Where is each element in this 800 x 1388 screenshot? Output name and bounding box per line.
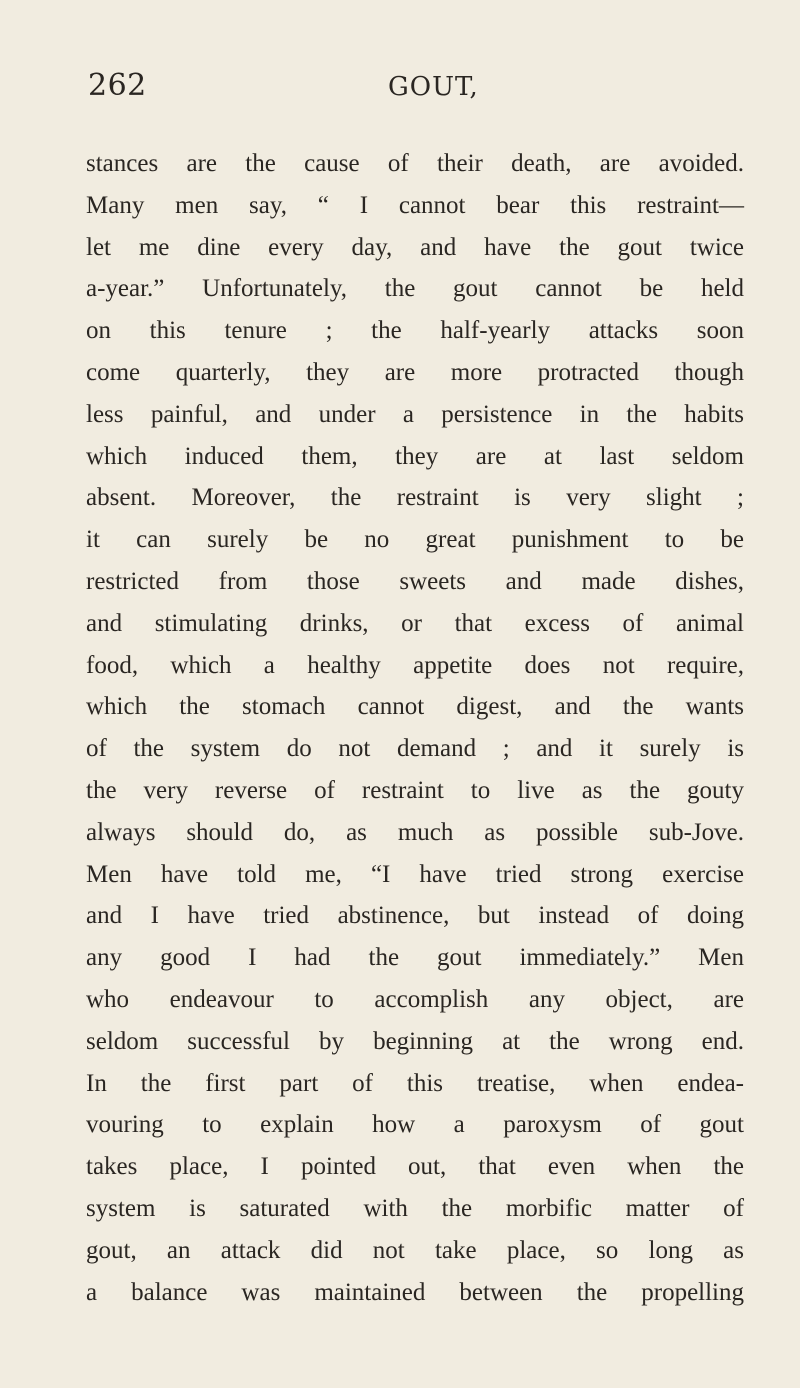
text-line: a balance was maintained between the propelling: [86, 1278, 744, 1306]
text-line: the very reverse of restraint to live as the gouty: [86, 776, 744, 804]
text-line: of the system do not demand ; and it surely is: [86, 735, 744, 763]
text-line: which the stomach cannot digest, and the wants: [86, 693, 744, 721]
text-line: food, which a healthy appetite does not require,: [86, 651, 744, 679]
text-line: which induced them, they are at last seldom: [86, 442, 744, 470]
text-line: system is saturated with the morbific matter of: [86, 1194, 744, 1222]
text-line: absent. Moreover, the restraint is very slight ;: [86, 484, 744, 512]
text-line: less painful, and under a persistence in the habits: [86, 400, 744, 428]
running-head: GOUT,: [388, 72, 479, 102]
text-line: vouring to explain how a paroxysm of gout: [86, 1111, 744, 1139]
text-line: takes place, I pointed out, that even when the: [86, 1153, 744, 1181]
page-header: [88, 68, 748, 108]
text-line: always should do, as much as possible sub-Jove.: [86, 818, 744, 846]
text-line: a-year.” Unfortunately, the gout cannot be held: [86, 275, 744, 303]
page-number: 262: [88, 68, 147, 103]
text-line: on this tenure ; the half-yearly attacks soon: [86, 317, 744, 345]
text-line: and stimulating drinks, or that excess of animal: [86, 609, 744, 637]
text-line: stances are the cause of their death, are avoided.: [86, 150, 744, 177]
text-line: it can surely be no great punishment to be: [86, 526, 744, 554]
text-line: let me dine every day, and have the gout twice: [86, 233, 744, 261]
text-line: any good I had the gout immediately.” Men: [86, 944, 744, 972]
body-text: [86, 143, 744, 1313]
text-line: gout, an attack did not take place, so long as: [86, 1236, 744, 1264]
text-line: who endeavour to accomplish any object, are: [86, 985, 744, 1013]
text-line: Many men say, “ I cannot bear this restraint—: [86, 191, 744, 219]
text-line: restricted from those sweets and made dishes,: [86, 567, 744, 595]
text-line: Men have told me, “I have tried strong exercise: [86, 860, 744, 888]
text-line: and I have tried abstinence, but instead of doing: [86, 902, 744, 930]
text-line: come quarterly, they are more protracted though: [86, 358, 744, 386]
text-line: seldom successful by beginning at the wrong end.: [86, 1027, 744, 1055]
text-line: In the first part of this treatise, when endea-: [86, 1069, 744, 1097]
